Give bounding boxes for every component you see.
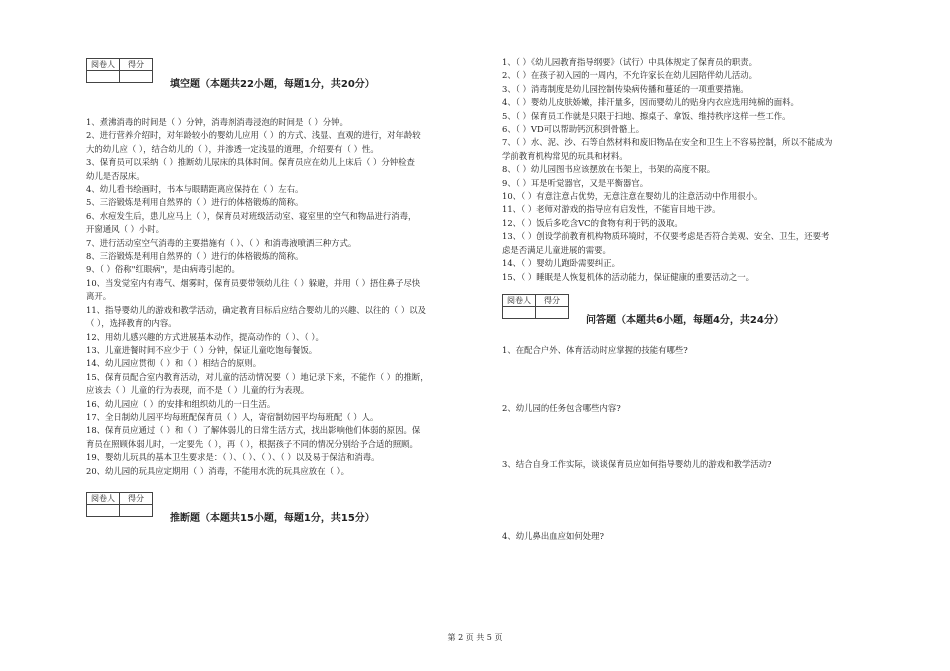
judge-question-line: 14、（ ）婴幼儿跑卧需要纠正。 [502,258,620,269]
fill-question-line: 15、保育员配合室内教育活动，对儿童的活动情况要（ ）地记录下来，不能作（ ）的推断， [86,371,429,382]
fill-question-line: 开窗通风（ ）小时。 [86,224,165,235]
fill-question-line: 8、三浴锻炼是利用自然界的（ ）进行的体格锻炼的简称。 [86,251,304,262]
fill-section-title: 填空题（本题共22小题，每题1分，共20分） [170,79,375,90]
judge-section-header [86,492,492,522]
judge-question-line: 虑是否满足儿童进展的需要。 [502,244,611,255]
fill-question-line: 14、幼儿园应贯彻（ ）和（ ）相结合的原则。 [86,358,262,369]
qa-question: 4、幼儿鼻出血应如何处理? [502,530,604,541]
judge-question-line: 6、（ ）VD可以帮助钙沉积到骨骼上。 [502,124,645,135]
judge-question-line: 1、（ ）《幼儿园教育指导纲要》（试行）中具体规定了保育员的职责。 [502,57,758,67]
judge-question-line: 2、（ ）在孩子初入园的一周内，不允许家长在幼儿园陪伴幼儿活动。 [502,70,758,81]
fill-question-line: 大的幼儿应（ ），结合幼儿的（ ），并渗透一定浅显的道理，介绍要有（ ）性。 [86,143,379,154]
reviewer-label: 阅卷人 [87,492,120,504]
score-cell [120,504,153,516]
judge-question-line: 13、（ ）创设学前教育机构物质环境时，不仅要考虑是否符合美观、安全、卫生，还要考 [502,231,830,242]
fill-question-line: 13、儿童进餐时间不应少于（ ）分钟，保证儿童吃饱每餐饭。 [86,344,318,355]
judge-question-line: 3、（ ）消毒制度是幼儿园控制传染病传播和蔓延的一项重要措施。 [502,83,749,94]
page-footer: 第 2 页 共 5 页 [447,633,503,642]
score-table [86,492,153,517]
fill-question-line: 10、当发觉室内有毒气、烟雾时，保育员要带领幼儿往（ ）躲避，并用（ ）捂住鼻子尽快 [86,277,421,288]
fill-question-line: 19、婴幼儿玩具的基本卫生要求是：（ ）、（ ）、（ ）、（ ）以及易于保洁和消毒。 [86,452,380,463]
fill-question-line: 幼儿是否尿床。 [86,170,145,181]
fill-question-line: 离开。 [86,291,112,302]
fill-question-line: 应该去（ ）儿童的行为表现，而不是（ ）儿童的行为表现。 [86,385,310,396]
judge-question-line: 7、（ ）水、泥、沙、石等自然材料和废旧物品在安全和卫生上不容易控制，所以不能成为 [502,137,833,148]
fill-question-line: 11、指导婴幼儿的游戏和教学活动，确定教育目标后应结合婴幼儿的兴趣、以往的（ ）以及 [86,304,426,315]
fill-question-line: 17、全日制幼儿园平均每班配保育员（ ）人，寄宿制幼园平均每班配（ ）人。 [86,411,379,422]
right-column [502,56,892,554]
judge-question-line: 8、（ ）幼儿园图书应该摆放在书架上，书架的高度不限。 [502,164,716,175]
score-label: 得分 [120,59,153,71]
fill-section-header [86,58,492,88]
fill-question-line: 20、幼儿园的玩具应定期用（ ）消毒，不能用水洗的玩具应放在（ ）。 [86,465,350,476]
fill-question-line: 6、水痘发生后，患儿应马上（ ），保育员对班级活动室、寝室里的空气和物品进行消毒， [86,210,417,221]
fill-question-line: 12、用幼儿感兴趣的方式进展基本动作，提高动作的（ ）、（ ）。 [86,331,324,342]
qa-question: 3、结合自身工作实际，谈谈保育员应如何指导婴幼儿的游戏和教学活动? [502,458,772,469]
fill-question-line: 7、进行活动室空气消毒的主要措施有（ ）、（ ）和消毒液喷洒三种方式。 [86,237,357,248]
fill-question-line: 9、（ ）俗称"红眼病"，是由病毒引起的。 [86,264,240,275]
fill-question-line: 1、煮沸消毒的时间是（ ）分钟，消毒剂消毒浸泡的时间是（ ）分钟。 [86,117,348,127]
fill-question-line: 2、进行营养介绍时，对年龄较小的婴幼儿应用（ ）的方式、浅显、直观的进行，对年龄较 [86,130,421,141]
reviewer-cell [87,504,120,516]
qa-questions [502,324,892,554]
judge-question-line: 9、（ ）耳是听觉器官，又是平衡器官。 [502,177,649,188]
fill-question-line: 4、幼儿看书绘画时，书本与眼睛距离应保持在（ ）左右。 [86,184,304,195]
qa-section-title: 问答题（本题共6小题，每题4分，共24分） [586,314,784,326]
fill-question-line: 18、保育员应通过（ ）和（ ）了解体弱儿的日常生活方式，找出影响他们体弱的原因。保 [86,425,421,436]
score-cell [536,306,569,318]
judge-question-line: 学前教育机构常见的玩具和材料。 [502,150,628,161]
score-table [502,294,569,319]
fill-question-line: 3、保育员可以采纳（ ）推断幼儿尿床的具体时间。保育员应在幼儿上床后（ ）分钟检查 [86,157,415,168]
qa-section-header [502,294,892,324]
qa-question: 2、幼儿园的任务包含哪些内容? [502,402,621,413]
judge-question-line: 5、（ ）保育员工作就是只限于扫地、擦桌子、拿饭、维持秩序这样一些工作。 [502,110,791,121]
judge-question-line: 4、（ ）婴幼儿皮肤娇嫩，排汗量多，因而婴幼儿的贴身内衣应选用纯棉的面料。 [502,97,799,108]
judge-question-line: 15、（ ）睡眠是人恢复机体的活动能力，保证健康的重要活动之一。 [502,271,754,282]
reviewer-cell [503,306,536,318]
score-cell [120,71,153,83]
fill-questions [86,116,492,478]
fill-question-line: 16、幼儿园应（ ）的安排和组织幼儿的一日生活。 [86,398,276,409]
judge-question-line: 11、（ ）老师对游戏的指导应有启发性，不能盲目地干涉。 [502,204,721,215]
reviewer-label: 阅卷人 [503,294,536,306]
score-label: 得分 [536,294,569,306]
reviewer-label: 阅卷人 [87,59,120,71]
judge-question-line: 10、（ ）有意注意占优势，无意注意在婴幼儿的注意活动中作用很小。 [502,191,763,202]
fill-question-line: （ ），选择教育的内容。 [86,318,177,329]
judge-questions [502,56,892,284]
judge-question-line: 12、（ ）饭后多吃含VC的食物有利于钙的汲取。 [502,217,683,228]
reviewer-cell [87,71,120,83]
judge-section-title: 推断题（本题共15小题，每题1分，共15分） [170,512,375,524]
fill-question-line: 5、三浴锻炼是利用自然界的（ ）进行的体格锻炼的简称。 [86,197,304,208]
fill-question-line: 育员在照顾体弱儿时，一定要先（ ），再（ ），根据孩子不同的情况分别给予合适的照顾。 [86,438,418,449]
left-column [86,58,492,522]
qa-question: 1、在配合户外、体育活动时应掌握的技能有哪些? [502,344,688,355]
score-label: 得分 [120,492,153,504]
score-table [86,58,153,83]
